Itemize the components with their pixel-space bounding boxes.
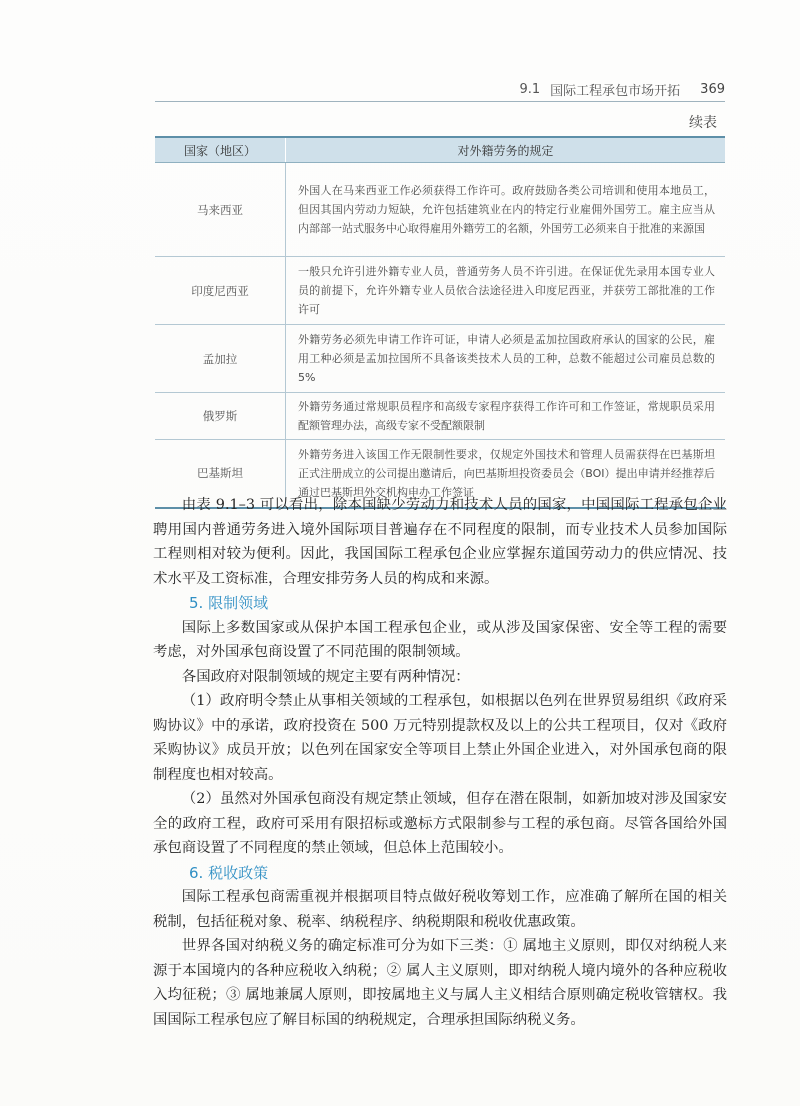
table-continued-label: 续表	[689, 115, 717, 131]
header-rule	[155, 101, 725, 102]
running-header	[155, 78, 725, 100]
table-header-row	[155, 137, 725, 163]
body-text	[153, 493, 727, 1032]
paragraph: 由表 9.1–3 可以看出，除本国缺少劳动力和技术人员的国家，中国国际工程承包企业聘用国内普通劳务进入境外国际项目普遍存在不同程度的限制，而专业技术人员参加国际工程则相对较为便利。因此，我国国际工程承包企业应掌握东道国劳动力的供应情况、技术水平及工资标准，合理安排劳务人员的构成和来源。	[153, 497, 727, 587]
regulation-cell: 外国人在马来西亚工作必须获得工作许可。政府鼓励各类公司培训和使用本地员工，但因其国内劳动力短缺，允许包括建筑业在内的特定行业雇佣外国劳工。雇主应当从内部部一站式服务中心取得雇用外籍劳工的名额，外国劳工必须来自于批准的来源国	[286, 163, 726, 257]
column-header-regulation: 对外籍劳务的规定	[286, 137, 726, 163]
regulation-cell: 外籍劳务通过常规职员程序和高级专家程序获得工作许可和工作签证，常规职员采用配额管理办法，高级专家不受配额限制	[286, 393, 726, 440]
country-cell: 孟加拉	[155, 325, 286, 393]
regulation-cell: 外籍劳务进入该国工作无限制性要求，仅规定外国技术和管理人员需获得在巴基斯坦正式注册成立的公司提出邀请后，向巴基斯坦投资委员会（BOI）提出申请并经推荐后通过巴基斯坦外交机构申办工作签证	[286, 440, 726, 508]
regulation-cell: 一般只允许引进外籍专业人员，普通劳务人员不许引进。在保证优先录用本国专业人员的前提下，允许外籍专业人员依合法途径进入印度尼西亚，并获劳工部批准的工作许可	[286, 257, 726, 325]
country-cell: 印度尼西亚	[155, 257, 286, 325]
paragraph: 国际工程承包商需重视并根据项目特点做好税收筹划工作，应准确了解所在国的相关税制，包括征税对象、税率、纳税程序、纳税期限和税收优惠政策。	[153, 889, 727, 930]
paragraph: （1）政府明令禁止从事相关领域的工程承包，如根据以色列在世界贸易组织《政府采购协议》中的承诺，政府投资在 500 万元特别提款权及以上的公共工程项目，仅对《政府采购协议》成员开放；以色列在国家安全等项目上禁止外国企业进入，对外国承包商的限制程度也相对较高。	[153, 693, 727, 783]
paragraph: 国际上多数国家或从保护本国工程承包企业，或从涉及国家保密、安全等工程的需要考虑，对外国承包商设置了不同范围的限制领域。	[153, 619, 727, 660]
regulations-table-wrapper	[155, 136, 725, 509]
country-cell: 马来西亚	[155, 163, 286, 257]
section-heading-restricted-fields: 5. 限制领域	[189, 594, 269, 612]
table-row	[155, 163, 725, 257]
table-row	[155, 393, 725, 440]
section-heading-tax-policy: 6. 税收政策	[189, 863, 269, 882]
table-row	[155, 325, 725, 393]
regulation-cell: 外籍劳务必须先申请工作许可证，申请人必须是孟加拉国政府承认的国家的公民，雇用工种必须是孟加拉国所不具备该类技术人员的工种，总数不能超过公司雇员总数的 5%	[286, 325, 726, 393]
section-number: 9.1	[519, 81, 541, 97]
country-cell: 巴基斯坦	[155, 440, 286, 508]
page-number: 369	[700, 81, 725, 97]
section-title: 国际工程承包市场开拓	[550, 83, 681, 99]
paragraph: 各国政府对限制领域的规定主要有两种情况：	[181, 668, 470, 685]
column-header-country: 国家（地区）	[155, 137, 286, 163]
table-row	[155, 257, 725, 325]
foreign-labor-regulations-table	[155, 136, 725, 509]
country-cell: 俄罗斯	[155, 393, 286, 440]
paragraph: （2）虽然对外国承包商没有规定禁止领域，但存在潜在限制，如新加坡对涉及国家安全的政府工程，政府可采用有限招标或邀标方式限制参与工程的承包商。尽管各国给外国承包商设置了不同程度的禁止领域，但总体上范围较小。	[153, 791, 727, 856]
paragraph: 世界各国对纳税义务的确定标准可分为如下三类：① 属地主义原则，即仅对纳税人来源于本国境内的各种应税收入纳税；② 属人主义原则，即对纳税人境内境外的各种应税收入均征税；③ 属地兼属人原则，即按属地主义与属人主义相结合原则确定税收管辖权。我国国际工程承包应了解目标国的纳税规定，合理承担国际纳税义务。	[153, 938, 727, 1028]
